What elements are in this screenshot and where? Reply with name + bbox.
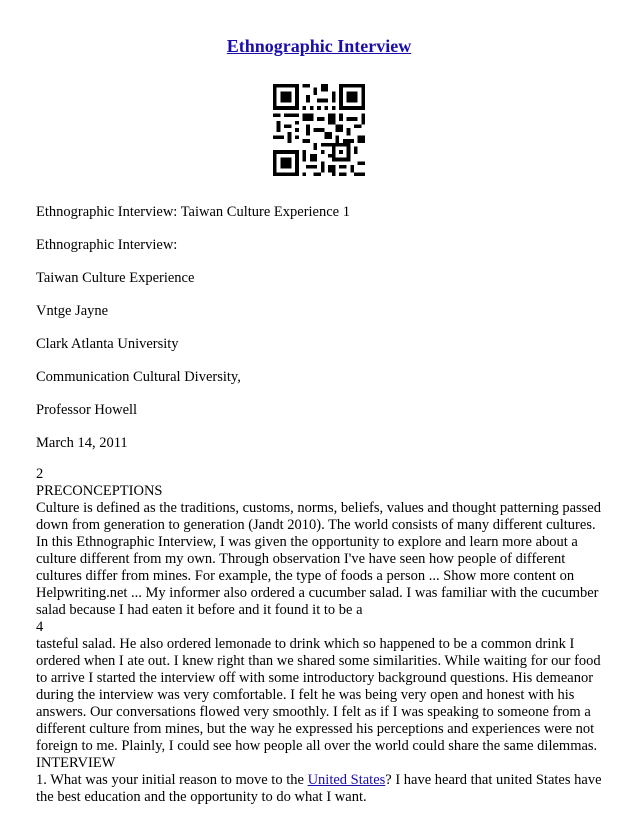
institution: Clark Atlanta University bbox=[36, 336, 179, 352]
author-name: Vntge Jayne bbox=[36, 303, 109, 319]
cover-subtitle: Taiwan Culture Experience bbox=[36, 270, 195, 286]
qr-code-icon bbox=[273, 84, 365, 176]
section-heading-preconceptions: PRECONCEPTIONS bbox=[36, 483, 163, 499]
united-states-link[interactable]: United States bbox=[307, 772, 386, 788]
paragraph: tasteful salad. He also ordered lemonade to drink which so happened to be a common drink I ordered when I ate out. I knew right than we shared some similarities. While waiting for our food to arrive I started the interview off with some introductory background questions. His demeanor during the interview was very comfortable. I felt he was being very open and honest with his answers. Our conversations flowed very smoothly. I felt as if I was speaking to someone from a different culture from mines, but the way he expressed his perceptions and experiences were not foreign to me. Plainly, I could see how people all over the world could share the same dilemmas. bbox=[36, 636, 601, 754]
cover-info bbox=[36, 204, 606, 468]
page-number: 4 bbox=[36, 619, 44, 635]
section-heading-interview: INTERVIEW bbox=[36, 755, 116, 771]
document-body bbox=[36, 466, 611, 806]
professor-name: Professor Howell bbox=[36, 402, 138, 418]
paragraph: Culture is defined as the traditions, customs, norms, beliefs, values and thought patterning passed down from generation to generation (Jandt 2010). The world consists of many different cultures. In this Ethnographic Interview, I was given the opportunity to explore and learn more about a culture different from my own. Through observation I've have seen how people of different cultures differ from mines. For example, the type of foods a person ... Show more content on Helpwriting.net ... My informer also ordered a cucumber salad. I was familiar with the cucumber salad because I had eaten it before and it found it to be a bbox=[36, 500, 601, 618]
question-text-end: ? I have heard that united States have the best education and the opportunity to do what I want. bbox=[36, 772, 602, 805]
page-number: 2 bbox=[36, 466, 44, 482]
date: March 14, 2011 bbox=[36, 435, 128, 451]
course-name: Communication Cultural Diversity, bbox=[36, 369, 241, 385]
question-text-start: 1. What was your initial reason to move to the bbox=[36, 772, 308, 788]
document-title-link[interactable]: Ethnographic Interview bbox=[226, 36, 412, 56]
cover-title: Ethnographic Interview: bbox=[36, 237, 178, 253]
running-header: Ethnographic Interview: Taiwan Culture Experience 1 bbox=[36, 204, 350, 220]
interview-question-1 bbox=[36, 772, 611, 806]
